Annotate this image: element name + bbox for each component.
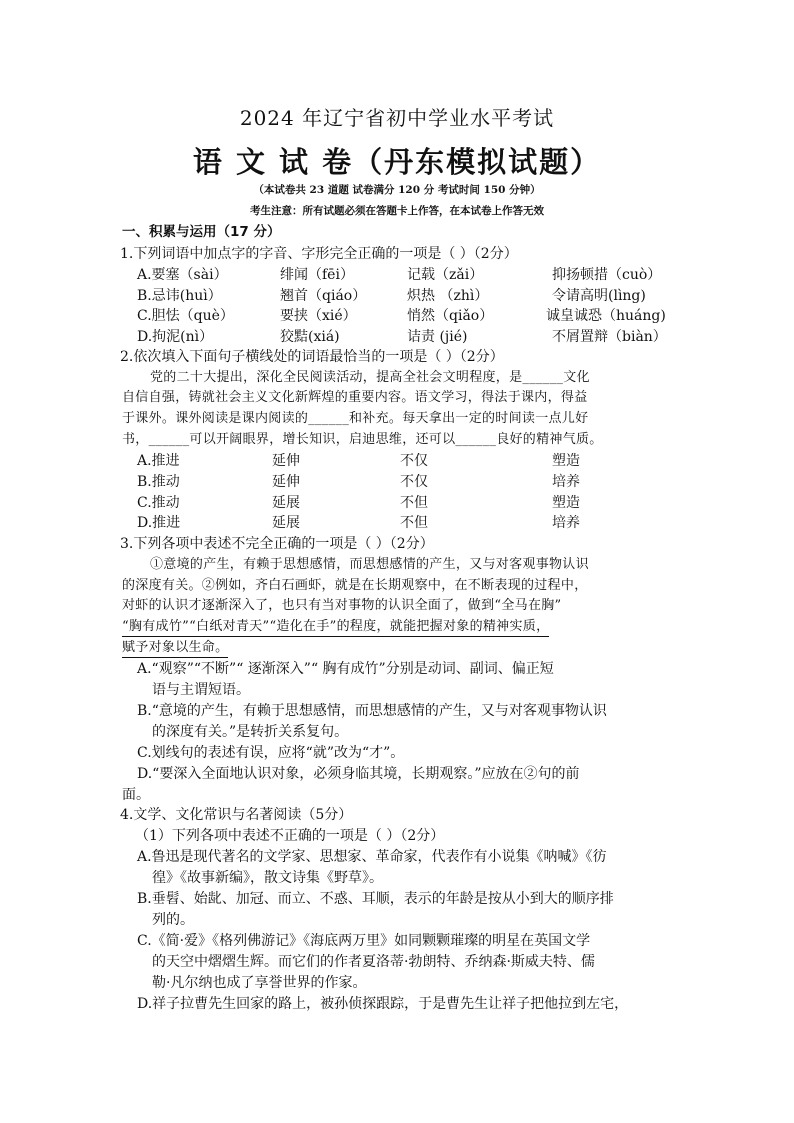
q2-option: 不但 (400, 515, 428, 531)
q1-option: 翘首（qiáo） (280, 288, 367, 304)
q2-option: 延伸 (272, 474, 300, 490)
q3-option-d-cont: 面。 (122, 787, 150, 803)
q1-option: 要挟（xié） (280, 308, 357, 324)
q1-option: 狡黠(xiá) (280, 329, 340, 345)
q2-option: 培养 (552, 515, 580, 531)
q4-option-b-cont: 列的。 (152, 912, 194, 928)
q1-option: 令请高明(lìng) (552, 288, 646, 304)
q3-underlined-sentence: “胸有成竹”“白纸对青天”“造化在手”的程度，就能把握对象的精神实质， (122, 618, 549, 637)
q4-option-c-cont: 的天空中熠熠生辉。而它们的作者夏洛蒂·勃朗特、乔纳森·斯威夫特、儒 (152, 954, 595, 970)
q4-option-c: C.《简·爱》《格列佛游记》《海底两万里》如同颗颗璀璨的明星在英国文学 (137, 933, 591, 949)
q1-option: 诚皇诚恐（huáng) (546, 308, 666, 324)
q3-stem: 3.下列各项中表述不完全正确的一项是（ ）（2分） (120, 536, 434, 552)
q2-option: 不但 (400, 495, 428, 511)
q4-option-b: B.垂髫、始龀、加冠、而立、不惑、耳顺，表示的年龄是按从小到大的顺序排 (137, 891, 614, 907)
q2-option: 不仅 (400, 453, 428, 469)
q2-option: 延展 (272, 495, 300, 511)
q1-option: 抑扬顿措（cuò） (552, 267, 662, 283)
q1-option: 诘责 (jié) (407, 329, 468, 345)
q4-option-a: A.鲁迅是现代著名的文学家、思想家、革命家，代表作有小说集《呐喊》《彷 (137, 849, 607, 865)
q4-sub-question: （1）下列各项中表述不正确的一项是（ ）（2分） (135, 828, 445, 844)
q2-option: 塑造 (552, 495, 580, 511)
q3-option-b-cont: 的深度有关。”是转折关系复句。 (152, 724, 349, 740)
q3-option-a: A.“观察”“不断”“ 逐渐深入”“ 胸有成竹”分别是动词、副词、偏正短 (137, 661, 554, 677)
q2-option: 培养 (552, 474, 580, 490)
q2-option: B.推动 (137, 474, 180, 490)
q1-option: B.忌讳(huì） (137, 288, 222, 304)
q1-option: A.要塞（sài） (137, 267, 228, 283)
q2-option: 延展 (272, 515, 300, 531)
q1-option: D.拘泥(nì） (137, 329, 214, 345)
q2-option: C.推动 (137, 495, 180, 511)
q4-option-d: D.祥子拉曹先生回家的路上，被孙侦探跟踪，于是曹先生让祥子把他拉到左宅， (137, 996, 629, 1012)
q3-underlined-sentence: 赋予对象以生命。 (122, 639, 228, 658)
q1-option: C.胆怯（què） (137, 308, 234, 324)
exam-subtitle: 语 文 试 卷（丹东模拟试题） (192, 145, 602, 179)
q2-option: 延伸 (272, 453, 300, 469)
q2-option: 塑造 (552, 453, 580, 469)
q2-passage-line: 自信自强，铸就社会主义文化新辉煌的重要内容。语文学习，得法于课内，得益 (122, 390, 588, 405)
q3-passage-line: 对虾的认识才逐渐深入了，也只有当对事物的认识全面了，做到“全马在胸” (122, 598, 562, 613)
q2-option: A.推进 (137, 453, 180, 469)
q1-option: 炽热 （zhì） (407, 288, 489, 304)
q4-option-a-cont: 徨》《故事新编》，散文诗集《野草》。 (152, 870, 383, 886)
q4-option-c-cont: 勒·凡尔纳也成了享誉世界的作家。 (152, 975, 367, 991)
q2-passage-line: 书，______可以开阔眼界，增长知识，启迪思维，还可以______良好的精神气质。 (122, 432, 603, 447)
q3-option-a-cont: 语与主谓短语。 (152, 682, 250, 698)
q1-option: 悄然（qiǎo） (407, 308, 494, 324)
q4-stem: 4.文学、文化常识与名著阅读（5分） (120, 807, 353, 823)
q3-passage-line: ①意境的产生，有赖于思想感情，而思想感情的产生，又与对客观事物认识 (150, 557, 589, 572)
exam-title: 2024 年辽宁省初中学业水平考试 (239, 106, 555, 130)
q3-option-b: B.“意境的产生，有赖于思想感情，而思想感情的产生，又与对客观事物认识 (137, 703, 607, 719)
q2-stem: 2.依次填入下面句子横线处的词语最恰当的一项是（ ）（2分） (120, 349, 504, 365)
q2-passage-line: 于课外。课外阅读是课内阅读的______和补充。每天拿出一定的时间读一点儿好 (122, 411, 589, 426)
q1-option: 记载（zǎi） (407, 267, 484, 283)
q3-option-d: D.“要深入全面地认识对象，必须身临其境，长期观察。”应放在②句的前 (137, 766, 580, 782)
q2-passage-line: 党的二十大提出，深化全民阅读活动，提高全社会文明程度，是______文化 (150, 370, 590, 385)
section-1-title: 一、积累与运用（17 分） (122, 224, 281, 240)
q1-option: 绯闻（fēi） (280, 267, 354, 283)
q3-passage-line: 的深度有关。②例如，齐白石画虾，就是在长期观察中，在不断表现的过程中， (122, 578, 588, 593)
exam-notice: 考生注意：所有试题必须在答题卡上作答，在本试卷上作答无效 (250, 205, 544, 217)
q2-option: D.推进 (137, 515, 181, 531)
q3-option-c: C.划线句的表述有误，应将“就”改为“才”。 (137, 745, 405, 761)
q1-option: 不屑置辩（biàn） (552, 329, 667, 345)
q1-stem: 1.下列词语中加点字的字音、字形完全正确的一项是（ ）（2分） (120, 246, 518, 262)
q2-option: 不仅 (400, 474, 428, 490)
exam-info: （本试卷共 23 道题 试卷满分 120 分 考试时间 150 分钟） (253, 184, 541, 196)
